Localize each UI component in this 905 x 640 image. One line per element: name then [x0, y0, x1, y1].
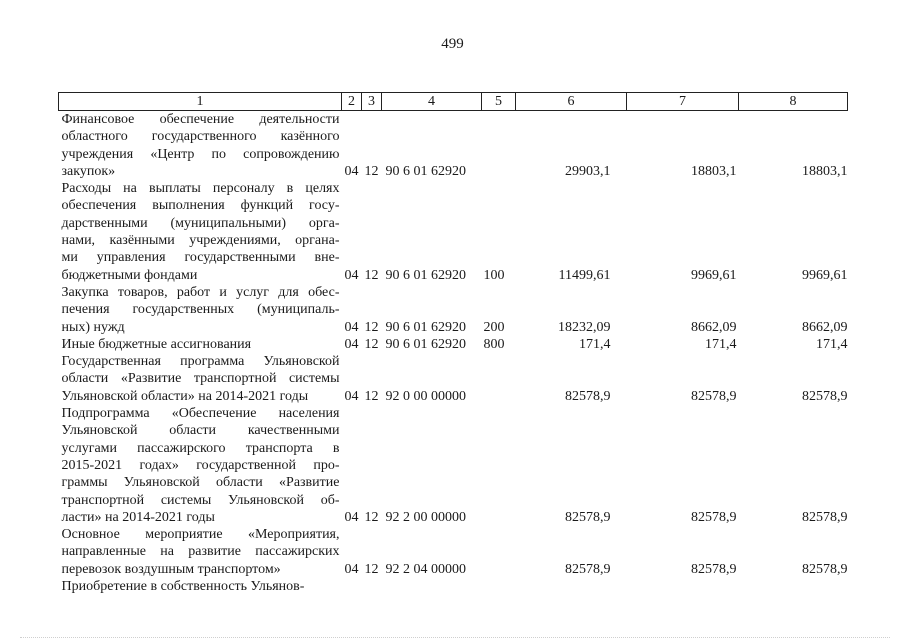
row-name-line: ми управления государственными вне- [61, 250, 340, 266]
row-target-code: 90 6 01 62920 [385, 319, 466, 335]
row-subsection: 12 [364, 388, 379, 404]
page-number: 499 [441, 36, 464, 52]
row-value-col7 [627, 578, 739, 595]
row-name [59, 526, 342, 578]
header-col-1: 1 [59, 93, 342, 111]
row-name-line: Ульяновской области качественными [61, 423, 340, 439]
row-subsection [362, 578, 382, 595]
row-value-col6: 82578,9 [565, 561, 611, 577]
row-section: 04 [344, 336, 359, 352]
row-expense-type: 200 [483, 319, 505, 335]
row-value-col7: 82578,9 [691, 388, 737, 404]
header-col-4: 4 [382, 93, 482, 111]
budget-table [58, 92, 848, 595]
row-name [59, 111, 342, 181]
row-value-col8 [739, 578, 848, 595]
row-value-col7: 18803,1 [691, 163, 737, 179]
row-name-line: Иные бюджетные ассигнования [61, 336, 252, 352]
header-col-6: 6 [516, 93, 627, 111]
row-name-line: граммы Ульяновской области «Развитие [61, 475, 340, 491]
row-target-code: 92 2 04 00000 [385, 561, 466, 577]
row-subsection: 12 [364, 319, 379, 335]
row-name-line: бюджетными фондами [61, 267, 198, 283]
row-value-col8: 82578,9 [802, 509, 848, 525]
row-value-col6: 11499,61 [558, 267, 611, 283]
table-row [59, 111, 848, 181]
row-value-col6: 82578,9 [565, 388, 611, 404]
table-row [59, 526, 848, 578]
row-name-line: Государственная программа Ульяновской [61, 354, 340, 370]
row-name-line: 2015-2021 годах» государственной про- [61, 457, 340, 473]
row-name-line: услугами пассажирского транспорта в [61, 440, 340, 456]
row-name [59, 180, 342, 284]
table-row [59, 405, 848, 526]
row-expense-type: 800 [483, 336, 505, 352]
row-name-line: Приобретение в собственность Ульянов- [61, 579, 305, 595]
row-value-col8: 82578,9 [802, 561, 848, 577]
header-row [59, 93, 848, 111]
row-value-col7: 82578,9 [691, 509, 737, 525]
row-value-col8: 18803,1 [802, 163, 848, 179]
row-value-col8: 82578,9 [802, 388, 848, 404]
table-row [59, 180, 848, 284]
row-name-line: Расходы на выплаты персоналу в целях [61, 181, 340, 197]
row-subsection: 12 [364, 336, 379, 352]
row-target-code: 92 0 00 00000 [385, 388, 466, 404]
row-name-line: области «Развитие транспортной системы [61, 371, 340, 387]
row-target-code: 90 6 01 62920 [385, 336, 466, 352]
row-target-code: 90 6 01 62920 [385, 163, 466, 179]
row-name [59, 336, 342, 353]
row-expense-type [482, 578, 516, 595]
row-value-col7: 8662,09 [691, 319, 737, 335]
header-col-7: 7 [627, 93, 739, 111]
row-name-line: Финансовое обеспечение деятельности [61, 112, 340, 127]
row-section: 04 [344, 267, 359, 283]
row-name [59, 284, 342, 336]
row-subsection: 12 [364, 163, 379, 179]
row-section: 04 [344, 163, 359, 179]
row-name-line: областного государственного казённого [61, 129, 340, 145]
row-expense-type [482, 111, 516, 181]
table-header [59, 93, 848, 111]
row-name-line: дарственными (муниципальными) орга- [61, 215, 340, 231]
row-name-line: Основное мероприятие «Мероприятия, [61, 527, 340, 543]
row-target-code [382, 578, 482, 595]
row-expense-type [482, 353, 516, 405]
row-expense-type: 100 [483, 267, 505, 283]
row-section: 04 [344, 509, 359, 525]
table-row [59, 336, 848, 353]
row-name [59, 353, 342, 405]
header-col-3: 3 [362, 93, 382, 111]
row-target-code: 90 6 01 62920 [385, 267, 466, 283]
row-value-col6: 82578,9 [565, 509, 611, 525]
row-name-line: перевозок воздушным транспортом» [61, 561, 281, 577]
row-name-line: Подпрограмма «Обеспечение населения [61, 406, 340, 422]
row-subsection: 12 [364, 561, 379, 577]
row-value-col7: 9969,61 [691, 267, 737, 283]
row-target-code: 92 2 00 00000 [385, 509, 466, 525]
row-name-line: учреждения «Центр по сопровождению [61, 146, 340, 162]
row-name-line: Ульяновской области» на 2014-2021 годы [61, 388, 309, 404]
scan-edge-artifact [20, 635, 890, 638]
table-row [59, 353, 848, 405]
row-value-col7: 171,4 [705, 336, 737, 352]
row-value-col7: 82578,9 [691, 561, 737, 577]
row-name-line: обеспечения выполнения функций госу- [61, 198, 340, 214]
header-col-8: 8 [739, 93, 848, 111]
row-section: 04 [344, 319, 359, 335]
row-value-col6: 18232,09 [558, 319, 611, 335]
table-body [59, 111, 848, 596]
row-name-line: транспортной системы Ульяновской об- [61, 492, 340, 508]
header-col-5: 5 [482, 93, 516, 111]
row-value-col8: 9969,61 [802, 267, 848, 283]
row-expense-type [482, 405, 516, 526]
row-section: 04 [344, 388, 359, 404]
row-value-col8: 171,4 [816, 336, 848, 352]
row-section [342, 578, 362, 595]
row-subsection: 12 [364, 509, 379, 525]
row-name-line: ласти» на 2014-2021 годы [61, 509, 215, 525]
row-value-col6: 29903,1 [565, 163, 611, 179]
row-name-line: закупок» [61, 163, 116, 179]
row-expense-type [482, 526, 516, 578]
table-row [59, 578, 848, 595]
row-value-col6 [516, 578, 627, 595]
row-name-line: печения государственных (муниципаль- [61, 302, 340, 318]
header-col-2: 2 [342, 93, 362, 111]
row-section: 04 [344, 561, 359, 577]
table-row [59, 284, 848, 336]
row-name-line: Закупка товаров, работ и услуг для обес- [61, 284, 340, 300]
row-name [59, 578, 342, 595]
row-name-line: направленные на развитие пассажирских [61, 544, 340, 560]
row-name-line: ных) нужд [61, 319, 125, 335]
row-value-col6: 171,4 [579, 336, 611, 352]
row-value-col8: 8662,09 [802, 319, 848, 335]
row-name-line: нами, казёнными учреждениями, органа- [61, 233, 340, 249]
row-name [59, 405, 342, 526]
row-subsection: 12 [364, 267, 379, 283]
